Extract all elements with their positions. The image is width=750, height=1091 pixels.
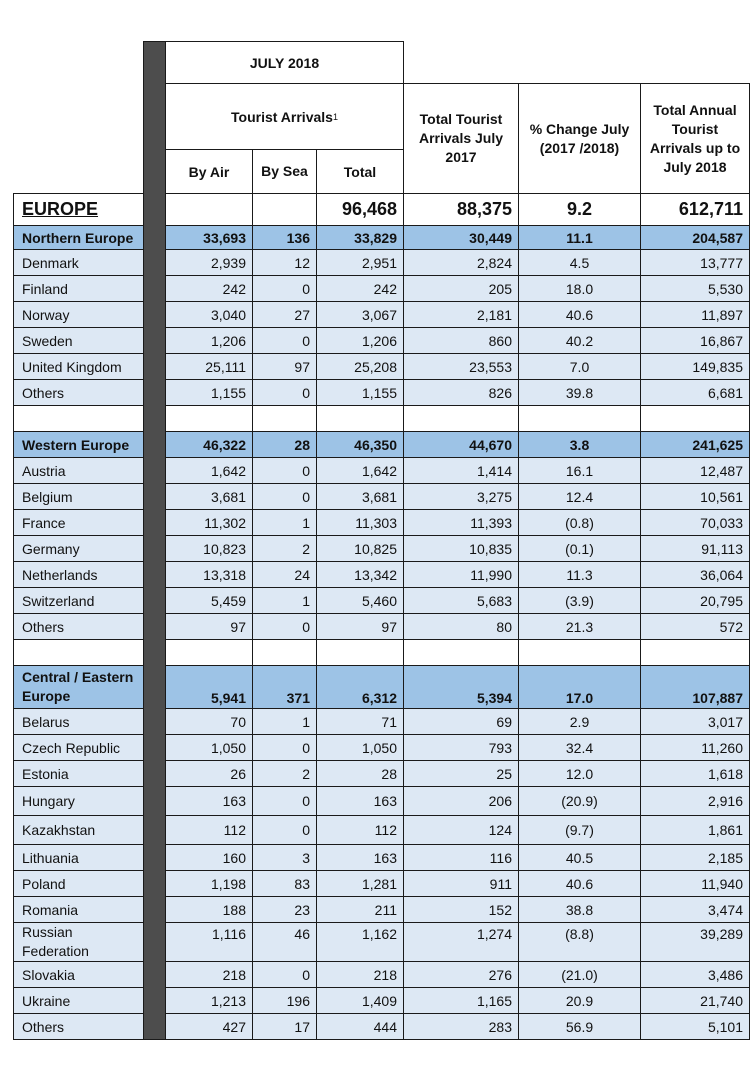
country-name: Denmark — [13, 249, 144, 276]
footnote-mark: 1 — [332, 111, 338, 122]
country-air: 218 — [165, 961, 253, 988]
country-total: 3,681 — [316, 483, 404, 510]
country-sea: 0 — [252, 786, 317, 816]
europe-total: 96,468 — [316, 193, 404, 226]
region-pct: 17.0 — [518, 665, 641, 709]
region-annual: 107,887 — [640, 665, 750, 709]
region-sea: 28 — [252, 431, 317, 458]
country-t2017: 206 — [403, 786, 519, 816]
country-pct: 40.5 — [518, 844, 641, 871]
country-name: Austria — [13, 457, 144, 484]
country-name: Czech Republic — [13, 734, 144, 761]
region-sea: 136 — [252, 225, 317, 250]
spacer-row — [13, 405, 144, 432]
country-name: Lithuania — [13, 844, 144, 871]
country-air: 112 — [165, 815, 253, 845]
country-sea: 0 — [252, 815, 317, 845]
country-t2017: 860 — [403, 327, 519, 354]
country-t2017: 911 — [403, 870, 519, 897]
country-total: 163 — [316, 786, 404, 816]
country-pct: 21.3 — [518, 613, 641, 640]
country-sea: 196 — [252, 987, 317, 1014]
europe-label: EUROPE — [13, 193, 144, 226]
country-pct: (9.7) — [518, 815, 641, 845]
country-sea: 0 — [252, 379, 317, 406]
country-air: 1,206 — [165, 327, 253, 354]
spacer-cell — [518, 405, 641, 432]
country-total: 71 — [316, 708, 404, 735]
country-pct: 4.5 — [518, 249, 641, 276]
tourist-arrivals-header — [165, 83, 404, 150]
country-air: 10,823 — [165, 535, 253, 562]
country-pct: (20.9) — [518, 786, 641, 816]
country-annual: 149,835 — [640, 353, 750, 380]
country-total: 10,825 — [316, 535, 404, 562]
region-total: 33,829 — [316, 225, 404, 250]
country-t2017: 276 — [403, 961, 519, 988]
country-total: 11,303 — [316, 509, 404, 536]
country-air: 1,155 — [165, 379, 253, 406]
country-total: 97 — [316, 613, 404, 640]
country-total: 1,409 — [316, 987, 404, 1014]
country-name: Norway — [13, 301, 144, 328]
country-name: France — [13, 509, 144, 536]
country-sea: 1 — [252, 509, 317, 536]
country-t2017: 124 — [403, 815, 519, 845]
country-annual: 10,561 — [640, 483, 750, 510]
spacer-cell — [640, 405, 750, 432]
spacer-cell — [640, 639, 750, 666]
country-pct: (8.8) — [518, 922, 641, 962]
country-total: 3,067 — [316, 301, 404, 328]
country-sea: 97 — [252, 353, 317, 380]
country-t2017: 1,274 — [403, 922, 519, 962]
country-t2017: 205 — [403, 275, 519, 302]
region-label: Northern Europe — [13, 225, 144, 250]
country-annual: 39,289 — [640, 922, 750, 962]
by-air-header: By Air — [165, 149, 253, 194]
country-pct: 40.6 — [518, 301, 641, 328]
country-name: Belarus — [13, 708, 144, 735]
country-total: 112 — [316, 815, 404, 845]
country-annual: 11,260 — [640, 734, 750, 761]
country-total: 5,460 — [316, 587, 404, 614]
country-name: Romania — [13, 896, 144, 923]
region-total: 46,350 — [316, 431, 404, 458]
country-pct: 40.2 — [518, 327, 641, 354]
country-total: 25,208 — [316, 353, 404, 380]
country-annual: 2,916 — [640, 786, 750, 816]
country-t2017: 10,835 — [403, 535, 519, 562]
spacer-row — [13, 639, 144, 666]
country-annual: 3,017 — [640, 708, 750, 735]
country-sea: 2 — [252, 535, 317, 562]
country-pct: 16.1 — [518, 457, 641, 484]
country-t2017: 5,683 — [403, 587, 519, 614]
country-annual: 1,861 — [640, 815, 750, 845]
country-air: 97 — [165, 613, 253, 640]
country-name: Sweden — [13, 327, 144, 354]
country-sea: 17 — [252, 1013, 317, 1040]
region-air: 46,322 — [165, 431, 253, 458]
country-air: 70 — [165, 708, 253, 735]
country-annual: 16,867 — [640, 327, 750, 354]
country-total: 13,342 — [316, 561, 404, 588]
country-t2017: 23,553 — [403, 353, 519, 380]
dark-separator-column — [143, 41, 166, 1040]
country-sea: 0 — [252, 457, 317, 484]
country-air: 427 — [165, 1013, 253, 1040]
country-sea: 1 — [252, 587, 317, 614]
country-air: 26 — [165, 760, 253, 787]
country-pct: (21.0) — [518, 961, 641, 988]
spacer-cell — [252, 639, 317, 666]
country-total: 1,642 — [316, 457, 404, 484]
country-air: 188 — [165, 896, 253, 923]
country-name: Russian Federation — [13, 922, 144, 962]
region-label: Western Europe — [13, 431, 144, 458]
country-air: 1,642 — [165, 457, 253, 484]
country-t2017: 69 — [403, 708, 519, 735]
country-pct: 11.3 — [518, 561, 641, 588]
country-annual: 6,681 — [640, 379, 750, 406]
country-sea: 1 — [252, 708, 317, 735]
country-sea: 23 — [252, 896, 317, 923]
country-name: Germany — [13, 535, 144, 562]
country-total: 2,951 — [316, 249, 404, 276]
country-name: Others — [13, 1013, 144, 1040]
country-pct: (0.8) — [518, 509, 641, 536]
country-air: 11,302 — [165, 509, 253, 536]
country-sea: 3 — [252, 844, 317, 871]
country-total: 1,206 — [316, 327, 404, 354]
country-sea: 0 — [252, 275, 317, 302]
europe-air — [165, 193, 253, 226]
country-sea: 0 — [252, 961, 317, 988]
country-annual: 91,113 — [640, 535, 750, 562]
spacer-cell — [165, 639, 253, 666]
country-air: 1,213 — [165, 987, 253, 1014]
country-t2017: 2,181 — [403, 301, 519, 328]
country-annual: 2,185 — [640, 844, 750, 871]
country-air: 3,040 — [165, 301, 253, 328]
country-sea: 12 — [252, 249, 317, 276]
country-annual: 3,486 — [640, 961, 750, 988]
spacer-cell — [316, 405, 404, 432]
country-pct: 18.0 — [518, 275, 641, 302]
country-name: United Kingdom — [13, 353, 144, 380]
country-pct: 32.4 — [518, 734, 641, 761]
country-t2017: 283 — [403, 1013, 519, 1040]
country-total: 218 — [316, 961, 404, 988]
country-name: Switzerland — [13, 587, 144, 614]
country-annual: 11,940 — [640, 870, 750, 897]
country-name: Ukraine — [13, 987, 144, 1014]
region-annual: 241,625 — [640, 431, 750, 458]
country-t2017: 1,414 — [403, 457, 519, 484]
country-t2017: 152 — [403, 896, 519, 923]
country-name: Finland — [13, 275, 144, 302]
region-t2017: 30,449 — [403, 225, 519, 250]
spacer-cell — [252, 405, 317, 432]
country-pct: 20.9 — [518, 987, 641, 1014]
country-total: 1,162 — [316, 922, 404, 962]
country-total: 1,050 — [316, 734, 404, 761]
country-pct: (0.1) — [518, 535, 641, 562]
country-total: 28 — [316, 760, 404, 787]
country-pct: 38.8 — [518, 896, 641, 923]
country-sea: 27 — [252, 301, 317, 328]
country-total: 163 — [316, 844, 404, 871]
pct-change-header: % Change July (2017 /2018) — [518, 83, 641, 194]
spacer-cell — [165, 405, 253, 432]
total-2017-header: Total Tourist Arrivals July 2017 — [403, 83, 519, 194]
country-t2017: 25 — [403, 760, 519, 787]
country-air: 160 — [165, 844, 253, 871]
country-pct: 56.9 — [518, 1013, 641, 1040]
country-name: Poland — [13, 870, 144, 897]
country-total: 1,155 — [316, 379, 404, 406]
total-header: Total — [316, 149, 404, 194]
country-pct: 12.0 — [518, 760, 641, 787]
country-name: Estonia — [13, 760, 144, 787]
spacer-cell — [316, 639, 404, 666]
europe-total-2017: 88,375 — [403, 193, 519, 226]
country-air: 163 — [165, 786, 253, 816]
europe-pct: 9.2 — [518, 193, 641, 226]
country-total: 444 — [316, 1013, 404, 1040]
region-air: 33,693 — [165, 225, 253, 250]
country-air: 1,116 — [165, 922, 253, 962]
spacer-cell — [518, 639, 641, 666]
period-header: JULY 2018 — [165, 41, 404, 84]
region-annual: 204,587 — [640, 225, 750, 250]
country-name: Kazakhstan — [13, 815, 144, 845]
country-t2017: 826 — [403, 379, 519, 406]
country-annual: 572 — [640, 613, 750, 640]
country-annual: 36,064 — [640, 561, 750, 588]
annual-header: Total Annual Tourist Arrivals up to July 2018 — [640, 83, 750, 194]
country-air: 25,111 — [165, 353, 253, 380]
country-name: Others — [13, 613, 144, 640]
country-name: Netherlands — [13, 561, 144, 588]
region-sea: 371 — [252, 665, 317, 709]
country-pct: 2.9 — [518, 708, 641, 735]
country-name: Belgium — [13, 483, 144, 510]
region-t2017: 5,394 — [403, 665, 519, 709]
country-sea: 0 — [252, 483, 317, 510]
country-pct: 12.4 — [518, 483, 641, 510]
country-t2017: 116 — [403, 844, 519, 871]
country-sea: 0 — [252, 327, 317, 354]
country-pct: 7.0 — [518, 353, 641, 380]
country-annual: 3,474 — [640, 896, 750, 923]
country-air: 242 — [165, 275, 253, 302]
region-pct: 11.1 — [518, 225, 641, 250]
region-total: 6,312 — [316, 665, 404, 709]
country-t2017: 3,275 — [403, 483, 519, 510]
country-pct: 39.8 — [518, 379, 641, 406]
tourist-arrivals-label: Tourist Arrivals — [231, 108, 333, 125]
country-name: Slovakia — [13, 961, 144, 988]
country-air: 1,050 — [165, 734, 253, 761]
country-total: 1,281 — [316, 870, 404, 897]
region-label: Central / Eastern Europe — [13, 665, 144, 709]
country-annual: 12,487 — [640, 457, 750, 484]
country-sea: 24 — [252, 561, 317, 588]
country-air: 13,318 — [165, 561, 253, 588]
region-air: 5,941 — [165, 665, 253, 709]
country-annual: 5,530 — [640, 275, 750, 302]
country-sea: 83 — [252, 870, 317, 897]
region-t2017: 44,670 — [403, 431, 519, 458]
country-annual: 70,033 — [640, 509, 750, 536]
country-sea: 46 — [252, 922, 317, 962]
country-t2017: 11,393 — [403, 509, 519, 536]
europe-sea — [252, 193, 317, 226]
country-annual: 20,795 — [640, 587, 750, 614]
country-t2017: 2,824 — [403, 249, 519, 276]
country-annual: 11,897 — [640, 301, 750, 328]
spacer-cell — [403, 639, 519, 666]
country-t2017: 793 — [403, 734, 519, 761]
country-pct: 40.6 — [518, 870, 641, 897]
country-t2017: 80 — [403, 613, 519, 640]
country-pct: (3.9) — [518, 587, 641, 614]
by-sea-header: By Sea — [252, 149, 317, 194]
country-name: Others — [13, 379, 144, 406]
country-sea: 0 — [252, 734, 317, 761]
country-t2017: 1,165 — [403, 987, 519, 1014]
country-air: 5,459 — [165, 587, 253, 614]
country-annual: 5,101 — [640, 1013, 750, 1040]
country-sea: 2 — [252, 760, 317, 787]
country-air: 2,939 — [165, 249, 253, 276]
region-pct: 3.8 — [518, 431, 641, 458]
country-name: Hungary — [13, 786, 144, 816]
country-annual: 13,777 — [640, 249, 750, 276]
country-t2017: 11,990 — [403, 561, 519, 588]
country-total: 242 — [316, 275, 404, 302]
country-air: 3,681 — [165, 483, 253, 510]
country-annual: 21,740 — [640, 987, 750, 1014]
country-annual: 1,618 — [640, 760, 750, 787]
country-air: 1,198 — [165, 870, 253, 897]
country-sea: 0 — [252, 613, 317, 640]
europe-annual: 612,711 — [640, 193, 750, 226]
spacer-cell — [403, 405, 519, 432]
country-total: 211 — [316, 896, 404, 923]
